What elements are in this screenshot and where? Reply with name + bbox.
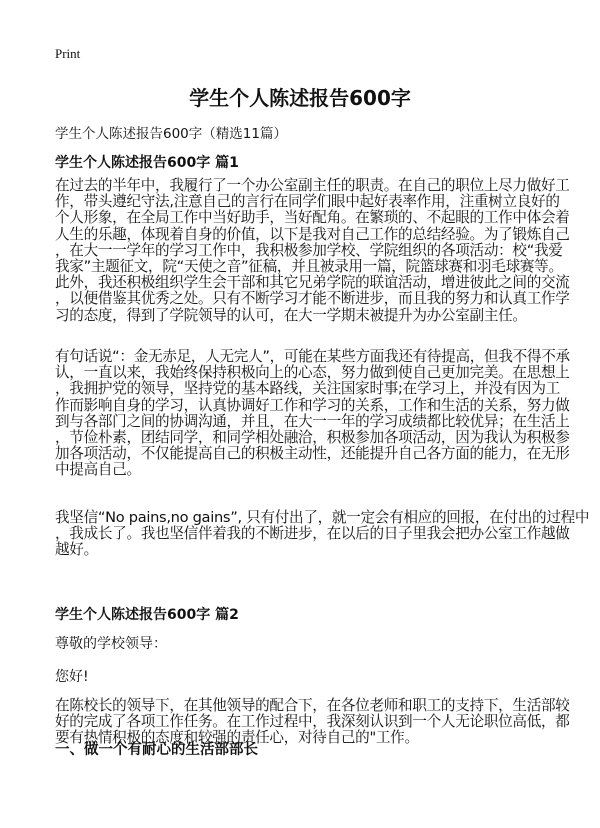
sub-heading: 一、做一个有耐心的生活部部长 [55,742,258,758]
print-link[interactable]: Print [55,46,81,61]
text-line: 人生的乐趣，体现着自身的价值，以下是我对自己工作的总结经验。为了锻炼自己 [55,225,570,243]
paragraph-2 [55,349,570,479]
paragraph-1 [55,178,570,324]
text-line: ，节俭朴素，团结同学，和同学相处融洽，积极参加各项活动，因为我认为积极参 [55,428,570,446]
text-line: 中提高自己。 [55,461,141,479]
text-line: 要有热情积极的态度和较强的责任心，对待自己的"工作。 [55,729,419,747]
text-line: 在陈校长的领导下，在其他领导的配合下，在各位老师和职工的支持下，生活部较 [55,697,570,714]
text-line: 作而影响自身的学习，认真协调好工作和学习的关系，工作和生活的关系，努力做 [55,396,570,414]
text-line: 到与各部门之间的协调沟通，并且，在大一一年的学习成绩都比较优异；在生活上 [55,412,570,430]
text-line: 越好。 [55,541,98,559]
salutation: 尊敬的学校领导： [55,636,167,652]
text-line: 习的态度，得到了学院领导的认可，在大一学期末被提升为办公室副主任。 [55,306,527,324]
text-line: 作，带头遵纪守法,注意自己的言行在同学们眼中起好表率作用，注重树立良好的 [55,193,560,211]
text-line: 个人形象，在全局工作中当好助手，当好配角。在繁琐的、不起眼的工作中体会着 [55,209,570,227]
text-line: 有句话说“：金无赤足，人无完人”，可能在某些方面我还有待提高，但我不得不承 [55,348,570,365]
page-title: 学生个人陈述报告600字 [189,86,411,110]
subtitle: 学生个人陈述报告600字（精选11篇） [55,126,287,142]
text-line: ，我拥护党的领导，坚持党的基本路线，关注国家时事;在学习上，并没有因为工 [55,380,560,398]
text-line: 加各项活动，不仅能提高自己的积极主动性，还能提升自己各方面的能力，在无形 [55,445,570,463]
section-heading-1: 学生个人陈述报告600字 篇1 [55,155,239,171]
text-line: ，在大一一学年的学习工作中，我积极参加学校、学院组织的各项活动：校“我爱 [55,241,563,259]
text-line: ，我成长了。我也坚信伴着我的不断进步，在以后的日子里我会把办公室工作越做 [55,525,570,543]
text-line: 此外，我还积极组织学生会干部和其它兄弟学院的联谊活动，增进彼此之间的交流 [55,274,570,292]
section-heading-2: 学生个人陈述报告600字 篇2 [55,607,239,623]
text-line: 认，一直以来，我始终保持积极向上的心态，努力做到使自己更加完美。在思想上 [55,364,570,382]
text-line: ，以便借鉴其优秀之处。只有不断学习才能不断进步，而且我的努力和认真工作学 [55,290,570,308]
text-line: 我坚信“No pains,no gains”, 只有付出了，就一定会有相应的回报，在付出的过程中 [55,509,590,526]
paragraph-3 [55,510,589,559]
greeting: 您好! [55,669,89,685]
text-line: 我家”主题征文，院“天使之音”征稿，并且被录用一篇，院篮球赛和羽毛球赛等。 [55,257,563,275]
text-line: 好的完成了各项工作任务。在工作过程中，我深刻认识到一个人无论职位高低，都 [55,713,570,731]
text-line: 在过去的半年中，我履行了一个办公室副主任的职责。在自己的职位上尽力做好工 [55,177,570,194]
